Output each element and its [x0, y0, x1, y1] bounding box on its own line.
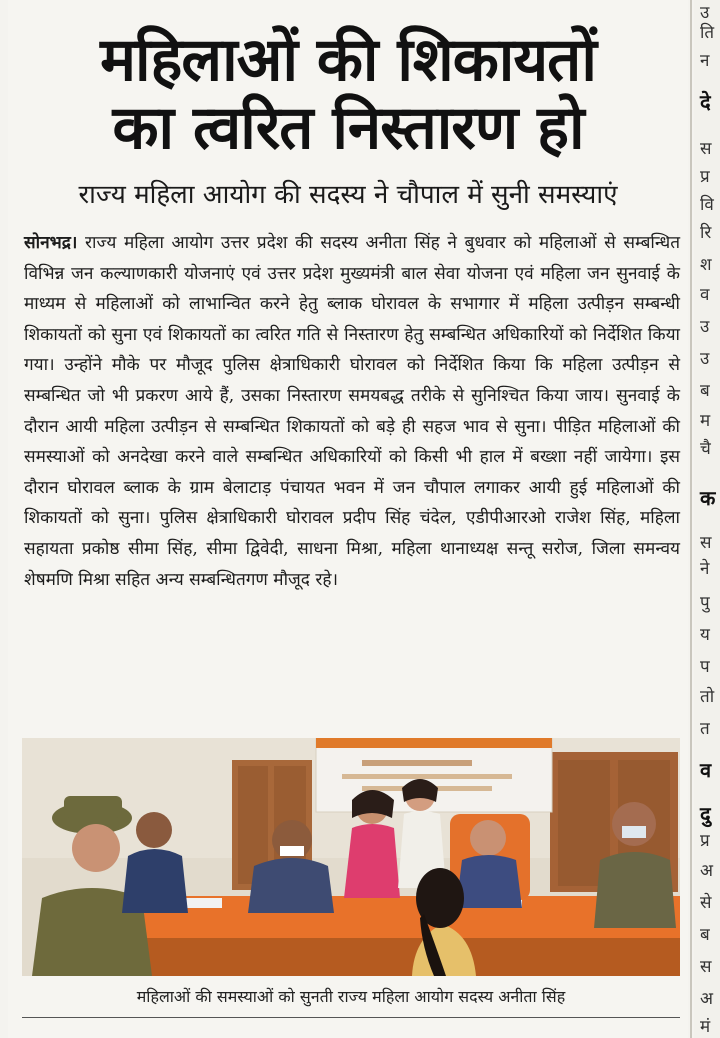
adjacent-glyph: प्र — [700, 167, 710, 187]
adjacent-glyph: क — [700, 486, 716, 510]
adjacent-glyph: ति — [700, 23, 715, 43]
adjacent-glyph: अ — [700, 989, 713, 1009]
adjacent-glyph: त — [700, 719, 710, 739]
adjacent-glyph: तो — [700, 687, 715, 707]
news-photo-illustration — [22, 738, 680, 976]
article-body — [24, 228, 680, 595]
adjacent-glyph: व — [700, 758, 712, 782]
adjacent-glyph: ब — [700, 925, 710, 945]
adjacent-glyph: उ — [700, 349, 710, 369]
adjacent-glyph: श — [700, 255, 712, 275]
caption-divider — [22, 1017, 680, 1018]
headline-line-2: का त्वरित निस्तारण हो — [112, 93, 584, 163]
adjacent-glyph: चै — [700, 439, 711, 459]
photo-caption: महिलाओं की समस्याओं को सुनती राज्य महिला आयोग सदस्य अनीता सिंह — [136, 987, 566, 1006]
adjacent-glyph: म — [700, 411, 711, 431]
adjacent-glyph: वि — [700, 195, 714, 215]
adjacent-glyph: प — [700, 657, 710, 677]
news-article — [8, 0, 688, 1038]
article-text: राज्य महिला आयोग उत्तर प्रदेश की सदस्य अनीता सिंह ने बुधवार को महिलाओं से सम्बन्धित विभिन्न जन कल्याणकारी योजनाएं एवं उत्तर प्रदेश मुख्यमंत्री बाल सेवा योजना एवं महिला जन सुनवाई के माध्यम से महिलाओं को लाभान्वित करने हेतु ब्लाक घोरावल के सभागार में महिला उत्पीड़न सम्बन्धी शिकायतों को सुना एवं शिकायतों का त्वरित गति से निस्तारण हेतु सम्बन्धित अधिकारियों को निर्देशित किया गया। उन्होंने मौके पर मौजूद पुलिस क्षेत्राधिकारी घोरावल को निर्देशित किया कि महिला उत्पीड़न से सम्बन्धित जो भी प्रकरण आये हैं, उसका निस्तारण समयबद्ध तरीके से सुनिश्चित किया जाय। सुनवाई के दौरान आयी महिला उत्पीड़न से सम्बन्धित शिकायतों को बड़े ही सहज भाव से सुना। पीड़ित महिलाओं की समस्याओं को अनदेखा करने वाले सम्बन्धित अधिकारियों को किसी भी हाल में बख्शा नहीं जायेगा। इस दौरान घोरावल ब्लाक के ग्राम बेलाटाड़ पंचायत भवन में जन चौपाल लगाकर आयी हुई महिलाओं की शिकायतों को सुना। पुलिस क्षेत्राधिकारी घोरावल प्रदीप सिंह चंदेल, एडीपीआरओ राजेश सिंह, महिला सहायता प्रकोष्ठ सीमा सिंह, सीमा द्विवेदी, साधना मिश्रा, महिला थानाध्यक्ष सन्तू सरोज, जिला समन्वय शेषमणि मिश्रा सहित अन्य सम्बन्धितगण मौजूद रहे। — [24, 233, 680, 590]
adjacent-glyph: से — [700, 893, 712, 913]
adjacent-glyph: स — [700, 957, 712, 977]
dateline: सोनभद्र। — [24, 233, 78, 253]
column-divider — [690, 0, 692, 1038]
news-photo — [22, 738, 680, 976]
adjacent-glyph: व — [700, 285, 710, 305]
adjacent-glyph: स — [700, 139, 712, 159]
adjacent-glyph: ने — [700, 559, 710, 579]
adjacent-glyph: उ — [700, 3, 710, 23]
headline — [18, 26, 678, 162]
adjacent-glyph: मं — [700, 1017, 711, 1037]
adjacent-glyph: दु — [700, 802, 711, 826]
adjacent-glyph: स — [700, 533, 712, 553]
adjacent-glyph: पु — [700, 593, 710, 613]
adjacent-column-strip — [694, 0, 720, 1038]
headline-line-1: महिलाओं की शिकायतों — [100, 25, 596, 95]
adjacent-glyph: य — [700, 625, 710, 645]
adjacent-glyph: अ — [700, 861, 713, 881]
subheadline: राज्य महिला आयोग की सदस्य ने चौपाल में सुनी समस्याएं — [78, 180, 618, 210]
adjacent-glyph: न — [700, 51, 710, 71]
adjacent-glyph: रि — [700, 223, 712, 243]
adjacent-glyph: दे — [700, 90, 711, 114]
adjacent-glyph: ब — [700, 381, 710, 401]
adjacent-glyph: प्र — [700, 831, 710, 851]
adjacent-glyph: उ — [700, 317, 710, 337]
